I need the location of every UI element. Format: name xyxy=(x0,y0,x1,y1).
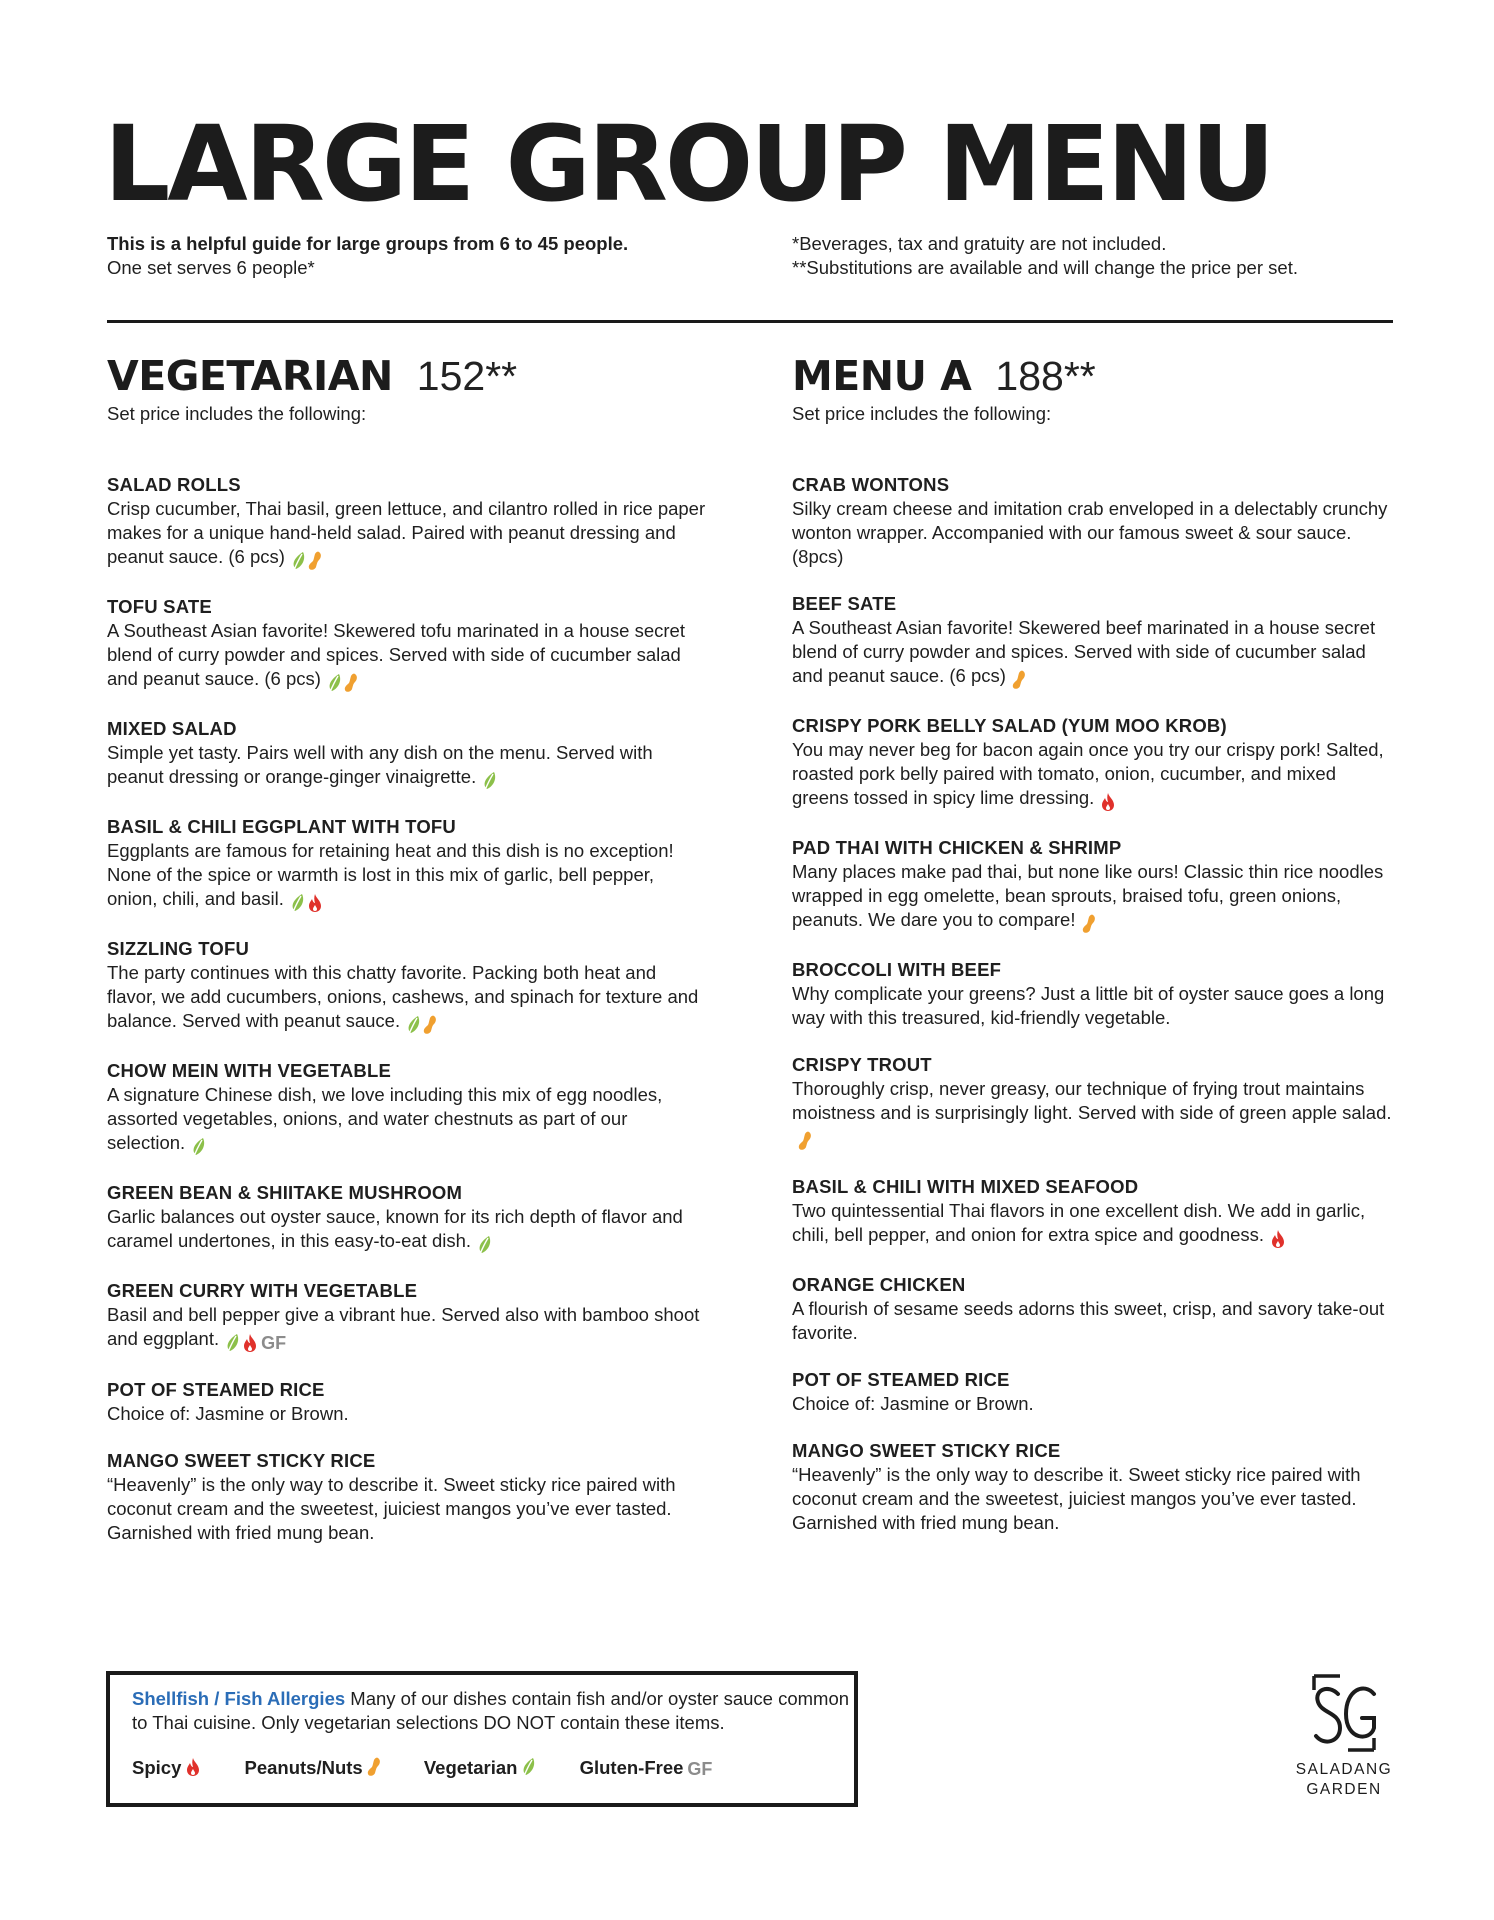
menu-item xyxy=(107,937,707,1036)
menu-item xyxy=(107,595,707,694)
intro-substitution-note: **Substitutions are available and will change the price per set. xyxy=(792,257,1298,278)
menu-item-name: GREEN CURRY WITH VEGETABLE xyxy=(107,1280,418,1301)
menu-item-description xyxy=(107,1402,707,1426)
legend-peanut-label: Peanuts/Nuts xyxy=(244,1757,363,1778)
menu-item-description xyxy=(792,497,1392,569)
menu-item-list xyxy=(792,473,1392,1535)
menu-item-name: BROCCOLI WITH BEEF xyxy=(792,959,1002,980)
menu-item-description-text: Why complicate your greens? Just a little bit of oyster sauce goes a long way with this treasured, kid-friendly vegetable. xyxy=(792,983,1385,1028)
menu-item-description-text: Basil and bell pepper give a vibrant hue. Served also with bamboo shoot and eggplant. xyxy=(107,1304,700,1349)
menu-item-description xyxy=(792,1392,1392,1416)
vegetarian-leaf-icon xyxy=(225,1333,240,1353)
section-price: 152** xyxy=(416,353,518,399)
menu-item-description-text: A Southeast Asian favorite! Skewered tofu marinated in a house secret blend of curry powder and spices. Served with side of cucumber salad and peanut sauce. (6 pcs) xyxy=(107,620,685,689)
dietary-icons xyxy=(191,1134,208,1158)
dietary-icons xyxy=(1082,911,1098,935)
peanut-icon xyxy=(1012,670,1026,690)
menu-item xyxy=(792,592,1392,691)
menu-item-name: SIZZLING TOFU xyxy=(107,938,250,959)
icon-legend xyxy=(132,1757,750,1780)
menu-item-description-text: Choice of: Jasmine or Brown. xyxy=(792,1393,1034,1414)
legend-spicy xyxy=(132,1757,201,1779)
page-title: LARGE GROUP MENU xyxy=(104,103,1273,225)
menu-item xyxy=(792,836,1392,935)
intro-beverage-note: *Beverages, tax and gratuity are not included. xyxy=(792,233,1167,254)
menu-item-description-text: Simple yet tasty. Pairs well with any dish on the menu. Served with peanut dressing or orange-ginger vinaigrette. xyxy=(107,742,653,787)
menu-item-name: TOFU SATE xyxy=(107,596,212,617)
spicy-flame-icon xyxy=(1100,792,1116,812)
menu-item-description xyxy=(792,1297,1392,1345)
menu-item xyxy=(107,1181,707,1256)
menu-item-description xyxy=(792,982,1392,1030)
dietary-icons xyxy=(406,1012,439,1036)
dietary-icons xyxy=(1270,1226,1288,1250)
dietary-icons xyxy=(1012,667,1028,691)
menu-item xyxy=(792,1439,1392,1535)
menu-item-description xyxy=(792,738,1392,813)
menu-item-description xyxy=(107,1205,707,1256)
menu-item-description xyxy=(107,1473,707,1545)
menu-item-name: BASIL & CHILI WITH MIXED SEAFOOD xyxy=(792,1176,1139,1197)
vegetarian-leaf-icon xyxy=(477,1235,492,1255)
section-menu-a xyxy=(792,352,1392,1558)
legend-peanut xyxy=(245,1757,381,1779)
section-header xyxy=(107,352,707,402)
menu-item xyxy=(792,958,1392,1030)
intro-right xyxy=(792,232,1298,280)
spicy-flame-icon xyxy=(307,893,323,913)
menu-item xyxy=(792,1368,1392,1416)
menu-item-description xyxy=(107,839,707,914)
menu-item-description-text: Thoroughly crisp, never greasy, our technique of frying trout maintains moistness and is surprisingly light. Served with side of green apple salad. xyxy=(792,1078,1392,1123)
menu-item xyxy=(107,473,707,572)
menu-item-list xyxy=(107,473,707,1545)
legend-veg-label: Vegetarian xyxy=(423,1757,518,1778)
menu-item-name: GREEN BEAN & SHIITAKE MUSHROOM xyxy=(107,1182,463,1203)
menu-item-description-text: Eggplants are famous for retaining heat and this dish is no exception! None of the spice or warmth is lost in this mix of garlic, bell pepper, onion, chili, and basil. xyxy=(107,840,674,909)
menu-item-name: BASIL & CHILI EGGPLANT WITH TOFU xyxy=(107,816,456,837)
menu-item-name: POT OF STEAMED RICE xyxy=(107,1379,325,1401)
section-name: VEGETARIAN xyxy=(107,352,393,400)
spicy-flame-icon xyxy=(242,1333,258,1353)
allergy-title: Shellfish / Fish Allergies xyxy=(132,1688,346,1709)
intro-left xyxy=(107,232,628,280)
menu-item-description xyxy=(792,860,1392,935)
menu-item-description-text: Many places make pad thai, but none like ours! Classic thin rice noodles wrapped in egg omelette, bean sprouts, braised tofu, green onions, peanuts. We dare you to compare! xyxy=(792,861,1384,930)
menu-item xyxy=(107,1279,707,1355)
legend-box xyxy=(106,1671,858,1807)
dietary-icons xyxy=(482,768,499,792)
section-vegetarian xyxy=(107,352,707,1568)
section-subtitle: Set price includes the following: xyxy=(107,403,367,424)
dietary-icons xyxy=(1100,789,1118,813)
dietary-icons xyxy=(225,1330,286,1355)
menu-item-name: ORANGE CHICKEN xyxy=(792,1274,966,1295)
menu-item xyxy=(107,1449,707,1545)
dietary-icons xyxy=(477,1232,494,1256)
menu-item-description xyxy=(107,619,707,694)
dietary-icons xyxy=(798,1128,814,1152)
menu-item-description-text: Crisp cucumber, Thai basil, green lettuce, and cilantro rolled in rice paper makes for a unique hand-held salad. Paired with peanut dressing and peanut sauce. (6 pcs) xyxy=(107,498,706,567)
menu-item-description-text: Choice of: Jasmine or Brown. xyxy=(107,1403,349,1425)
menu-item-description-text: A signature Chinese dish, we love including this mix of egg noodles, assorted vegetables, onions, and water chestnuts as part of our selection. xyxy=(107,1084,663,1153)
vegetarian-leaf-icon xyxy=(290,893,305,913)
menu-item-description-text: You may never beg for bacon again once you try our crispy pork! Salted, roasted pork belly paired with tomato, onion, cucumber, and mixed greens tossed in spicy lime dressing. xyxy=(792,739,1384,808)
menu-item-name: POT OF STEAMED RICE xyxy=(792,1369,1010,1390)
menu-item-description-text: Garlic balances out oyster sauce, known for its rich depth of flavor and caramel undertones, in this easy-to-eat dish. xyxy=(107,1206,683,1251)
menu-item-name: CRISPY TROUT xyxy=(792,1054,932,1075)
menu-item-description xyxy=(107,741,707,792)
dietary-icons xyxy=(290,890,325,914)
menu-item-name: PAD THAI WITH CHICKEN & SHRIMP xyxy=(792,837,1122,858)
peanut-icon xyxy=(344,673,358,693)
menu-item-description-text: Two quintessential Thai flavors in one excellent dish. We add in garlic, chili, bell pepper, and onion for extra spice and goodness. xyxy=(792,1200,1366,1245)
menu-item-description xyxy=(107,1083,707,1158)
menu-item-name: MANGO SWEET STICKY RICE xyxy=(792,1440,1061,1461)
vegetarian-leaf-icon xyxy=(482,771,497,791)
menu-item-name: MIXED SALAD xyxy=(107,718,237,739)
menu-item xyxy=(107,1059,707,1158)
gluten-free-icon: GF xyxy=(261,1333,287,1354)
legend-gluten-free xyxy=(580,1757,713,1780)
menu-item xyxy=(792,1273,1392,1345)
menu-item-description-text: “Heavenly” is the only way to describe it. Sweet sticky rice paired with coconut cream and the sweetest, juiciest mangos you’ve ever tasted. Garnished with fried mung bean. xyxy=(107,1474,676,1544)
section-name: MENU A xyxy=(792,352,972,400)
allergy-note xyxy=(132,1687,852,1735)
legend-vegetarian xyxy=(424,1757,537,1779)
menu-item xyxy=(792,1053,1392,1152)
dietary-icons xyxy=(327,670,360,694)
menu-item-description-text: The party continues with this chatty favorite. Packing both heat and flavor, we add cucumbers, onions, cashews, and spinach for texture and balance. Served with peanut sauce. xyxy=(107,962,699,1031)
legend-spicy-label: Spicy xyxy=(132,1757,182,1778)
peanut-icon xyxy=(1082,914,1096,934)
menu-item-description-text: A flourish of sesame seeds adorns this sweet, crisp, and savory take-out favorite. xyxy=(792,1298,1385,1343)
logo-name-line1: SALADANG xyxy=(1295,1761,1393,1778)
menu-item-description xyxy=(792,1463,1392,1535)
menu-item xyxy=(107,717,707,792)
menu-item xyxy=(107,1378,707,1426)
peanut-icon xyxy=(308,551,322,571)
menu-item-name: CRAB WONTONS xyxy=(792,474,950,495)
menu-item-description-text: Silky cream cheese and imitation crab enveloped in a delectably crunchy wonton wrapper. Accompanied with our famous sweet & sour sauce. (8pcs) xyxy=(792,498,1388,567)
spicy-flame-icon xyxy=(1270,1229,1286,1249)
peanut-icon xyxy=(423,1015,437,1035)
header-divider xyxy=(107,320,1393,323)
menu-item xyxy=(792,1175,1392,1250)
logo-name-line2: GARDEN xyxy=(1306,1781,1382,1798)
menu-item-name: SALAD ROLLS xyxy=(107,474,241,495)
legend-gf-label: Gluten-Free xyxy=(579,1757,684,1778)
menu-item-description-text: “Heavenly” is the only way to describe it. Sweet sticky rice paired with coconut cream and the sweetest, juiciest mangos you’ve ever tasted. Garnished with fried mung bean. xyxy=(792,1464,1361,1533)
menu-item-description xyxy=(792,1199,1392,1250)
menu-item-description xyxy=(107,497,707,572)
sg-monogram-icon xyxy=(1304,1668,1384,1754)
section-price: 188** xyxy=(995,353,1096,399)
allergy-text: Many of our dishes contain fish and/or oyster sauce common to Thai cuisine. Only vegetarian selections DO NOT contain these items. xyxy=(132,1688,850,1733)
menu-item-description xyxy=(792,616,1392,691)
spicy-flame-icon xyxy=(185,1757,201,1777)
dietary-icons xyxy=(291,548,324,572)
section-header xyxy=(792,352,1392,402)
intro-serving-note: One set serves 6 people* xyxy=(107,257,315,278)
vegetarian-leaf-icon xyxy=(327,673,342,693)
menu-item xyxy=(107,815,707,914)
menu-item-name: BEEF SATE xyxy=(792,593,897,614)
menu-item xyxy=(792,714,1392,813)
section-subtitle: Set price includes the following: xyxy=(792,403,1052,424)
peanut-icon xyxy=(367,1757,381,1777)
menu-item-name: CRISPY PORK BELLY SALAD (YUM MOO KROB) xyxy=(792,715,1227,736)
menu-item-description xyxy=(107,1303,707,1355)
saladang-garden-logo xyxy=(1288,1668,1400,1800)
gluten-free-icon: GF xyxy=(687,1758,713,1779)
intro-group-size: This is a helpful guide for large groups from 6 to 45 people. xyxy=(107,233,629,254)
menu-item-name: MANGO SWEET STICKY RICE xyxy=(107,1450,376,1472)
menu-item xyxy=(792,473,1392,569)
vegetarian-leaf-icon xyxy=(191,1137,206,1157)
peanut-icon xyxy=(798,1131,812,1151)
menu-item-description xyxy=(107,961,707,1036)
menu-item-name: CHOW MEIN WITH VEGETABLE xyxy=(107,1060,391,1081)
vegetarian-leaf-icon xyxy=(406,1015,421,1035)
menu-item-description-text: A Southeast Asian favorite! Skewered beef marinated in a house secret blend of curry powder and spices. Served with side of cucumber salad and peanut sauce. (6 pcs) xyxy=(792,617,1376,686)
menu-item-description xyxy=(792,1077,1392,1152)
vegetarian-leaf-icon xyxy=(521,1757,536,1777)
vegetarian-leaf-icon xyxy=(291,551,306,571)
